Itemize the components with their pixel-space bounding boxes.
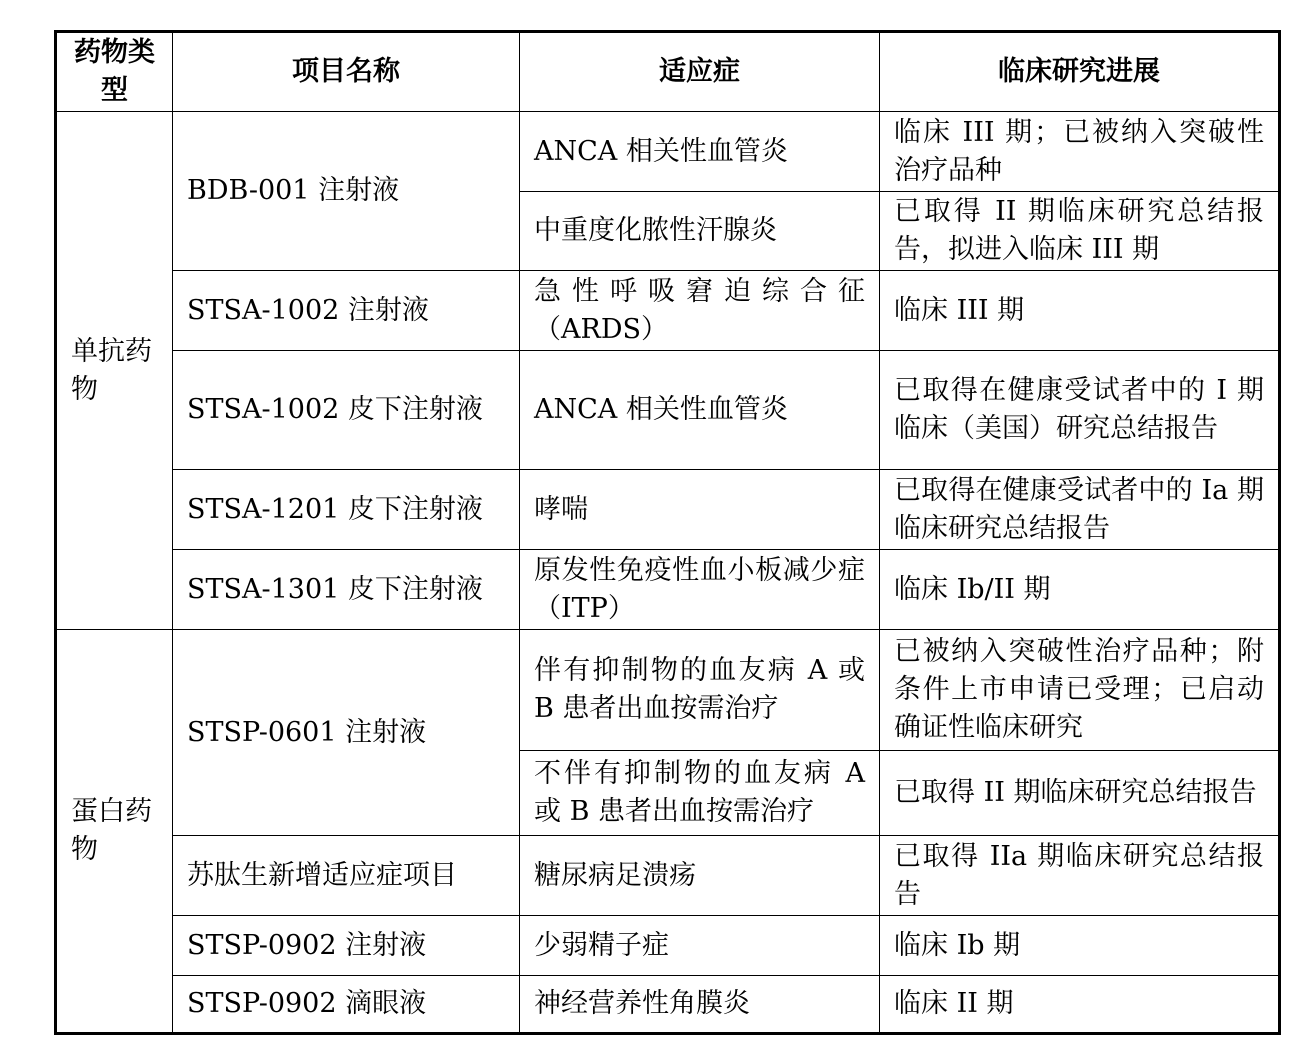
project-name-cell: STSP-0902 滴眼液 bbox=[173, 976, 520, 1034]
progress-cell: 已被纳入突破性治疗品种；附条件上市申请已受理；已启动确证性临床研究 bbox=[880, 630, 1280, 751]
table-row bbox=[56, 836, 1280, 916]
indication-cell: ANCA 相关性血管炎 bbox=[520, 112, 880, 192]
project-name-cell: STSA-1002 注射液 bbox=[173, 271, 520, 351]
table-row bbox=[56, 112, 1280, 192]
progress-cell: 已取得 II 期临床研究总结报告，拟进入临床 III 期 bbox=[880, 192, 1280, 271]
table-row bbox=[56, 271, 1280, 351]
project-name-cell: STSA-1201 皮下注射液 bbox=[173, 470, 520, 550]
indication-cell: ANCA 相关性血管炎 bbox=[520, 351, 880, 470]
drug-pipeline-table bbox=[54, 30, 1281, 1035]
indication-cell: 中重度化脓性汗腺炎 bbox=[520, 192, 880, 271]
header-drug-type: 药物类型 bbox=[56, 32, 173, 112]
progress-cell: 临床 Ib 期 bbox=[880, 916, 1280, 976]
progress-cell: 已取得在健康受试者中的 I 期临床（美国）研究总结报告 bbox=[880, 351, 1280, 470]
indication-cell: 神经营养性角膜炎 bbox=[520, 976, 880, 1034]
table-row bbox=[56, 630, 1280, 751]
drug-type-cell: 单抗药物 bbox=[56, 112, 173, 630]
project-name-cell: STSA-1002 皮下注射液 bbox=[173, 351, 520, 470]
progress-cell: 临床 II 期 bbox=[880, 976, 1280, 1034]
indication-cell: 不伴有抑制物的血友病 A 或 B 患者出血按需治疗 bbox=[520, 751, 880, 836]
header-indication: 适应症 bbox=[520, 32, 880, 112]
project-name-cell: STSP-0902 注射液 bbox=[173, 916, 520, 976]
progress-cell: 已取得 II 期临床研究总结报告 bbox=[880, 751, 1280, 836]
table-row bbox=[56, 470, 1280, 550]
indication-cell: 原发性免疫性血小板减少症（ITP） bbox=[520, 550, 880, 630]
header-project-name: 项目名称 bbox=[173, 32, 520, 112]
progress-cell: 已取得 IIa 期临床研究总结报告 bbox=[880, 836, 1280, 916]
table-row bbox=[56, 550, 1280, 630]
table-row bbox=[56, 916, 1280, 976]
indication-cell: 伴有抑制物的血友病 A 或 B 患者出血按需治疗 bbox=[520, 630, 880, 751]
table-row bbox=[56, 351, 1280, 470]
header-row bbox=[56, 32, 1280, 112]
header-clinical-progress: 临床研究进展 bbox=[880, 32, 1280, 112]
project-name-cell: 苏肽生新增适应症项目 bbox=[173, 836, 520, 916]
project-name-cell: BDB-001 注射液 bbox=[173, 112, 520, 271]
indication-cell: 急性呼吸窘迫综合征（ARDS） bbox=[520, 271, 880, 351]
progress-cell: 已取得在健康受试者中的 Ia 期临床研究总结报告 bbox=[880, 470, 1280, 550]
drug-type-cell: 蛋白药物 bbox=[56, 630, 173, 1034]
progress-cell: 临床 III 期；已被纳入突破性治疗品种 bbox=[880, 112, 1280, 192]
indication-cell: 哮喘 bbox=[520, 470, 880, 550]
progress-cell: 临床 III 期 bbox=[880, 271, 1280, 351]
project-name-cell: STSA-1301 皮下注射液 bbox=[173, 550, 520, 630]
project-name-cell: STSP-0601 注射液 bbox=[173, 630, 520, 836]
indication-cell: 糖尿病足溃疡 bbox=[520, 836, 880, 916]
table-row bbox=[56, 976, 1280, 1034]
indication-cell: 少弱精子症 bbox=[520, 916, 880, 976]
progress-cell: 临床 Ib/II 期 bbox=[880, 550, 1280, 630]
